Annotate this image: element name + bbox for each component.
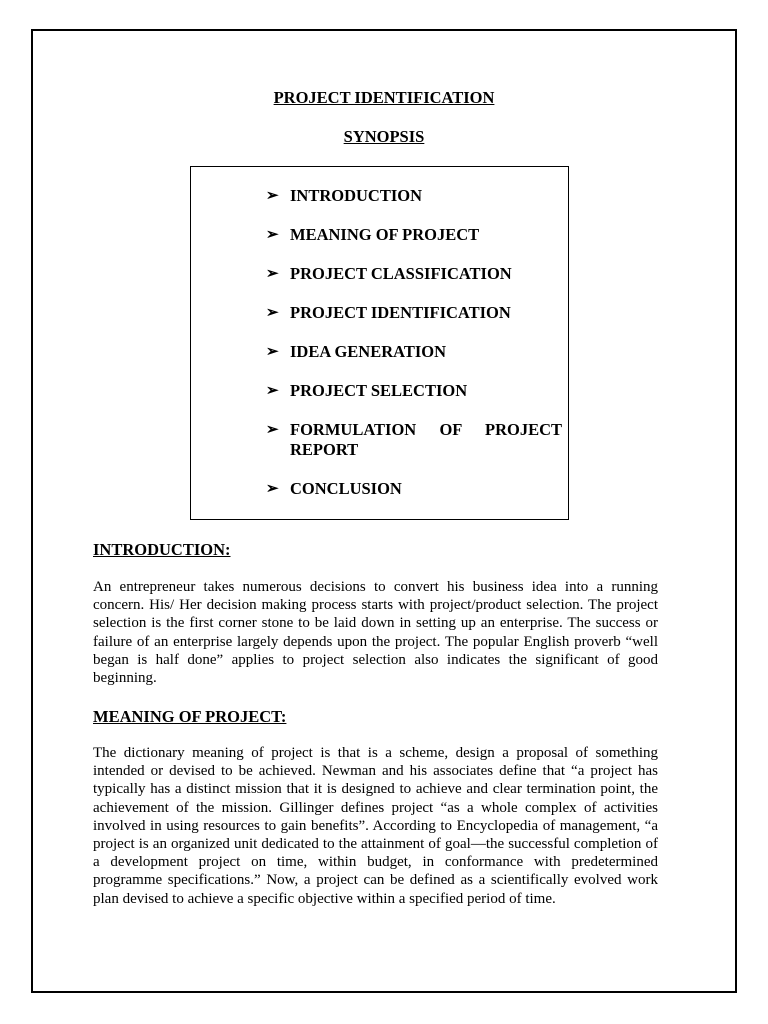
introduction-heading: INTRODUCTION: [93, 540, 231, 559]
synopsis-item-label: IDEA GENERATION [290, 342, 447, 361]
arrow-bullet-icon: ➢ [266, 305, 279, 321]
synopsis-item-label: FORMULATION OF PROJECT REPORT [290, 420, 562, 459]
synopsis-item [266, 225, 562, 245]
arrow-bullet-icon: ➢ [266, 188, 279, 204]
arrow-bullet-icon: ➢ [266, 227, 279, 243]
introduction-paragraph: An entrepreneur takes numerous decisions to convert his business idea into a running concern. His/ Her decision making process starts with project/product selection. The project selection is the first corner stone to be laid down in setting up an enterprise. The success or failure of an enterprise largely depends upon the project. The popular English proverb “well began is half done” applies to project selection also indicates the significant of good beginning. [93, 579, 658, 687]
arrow-bullet-icon: ➢ [266, 383, 279, 399]
synopsis-item [266, 420, 562, 460]
meaning-of-project-heading: MEANING OF PROJECT: [93, 707, 287, 726]
synopsis-item-label: MEANING OF PROJECT [290, 225, 480, 244]
synopsis-item [266, 264, 562, 284]
synopsis-list [266, 186, 562, 518]
synopsis-box [190, 166, 569, 520]
document-title: PROJECT IDENTIFICATION [273, 88, 495, 107]
arrow-bullet-icon: ➢ [266, 422, 279, 438]
synopsis-item-label: PROJECT SELECTION [290, 381, 468, 400]
synopsis-item [266, 479, 562, 499]
synopsis-item-label: PROJECT CLASSIFICATION [290, 264, 512, 283]
synopsis-item [266, 186, 562, 206]
synopsis-item-label: INTRODUCTION [290, 186, 423, 205]
synopsis-item [266, 381, 562, 401]
synopsis-heading: SYNOPSIS [343, 127, 425, 146]
synopsis-item [266, 342, 562, 362]
meaning-of-project-paragraph: The dictionary meaning of project is that is a scheme, design a proposal of something intended or devised to be achieved. Newman and his associates define that “a project has typically has a distinct mission that it is designed to achieve and clear termination point, the achievement of the mission. Gillinger defines project “as a whole complex of activities involved in using resources to gain benefits”. According to Encyclopedia of management, “a project is an organized unit dedicated to the attainment of goal—the successful completion of a development project on time, within budget, in conformance with predetermined programme specifications.” Now, a project can be defined as a scientifically evolved work plan devised to achieve a specific objective within a specified period of time. [93, 745, 658, 907]
synopsis-item-label: CONCLUSION [290, 479, 402, 498]
arrow-bullet-icon: ➢ [266, 344, 279, 360]
synopsis-item-label: PROJECT IDENTIFICATION [290, 303, 511, 322]
arrow-bullet-icon: ➢ [266, 266, 279, 282]
arrow-bullet-icon: ➢ [266, 481, 279, 497]
synopsis-item [266, 303, 562, 323]
